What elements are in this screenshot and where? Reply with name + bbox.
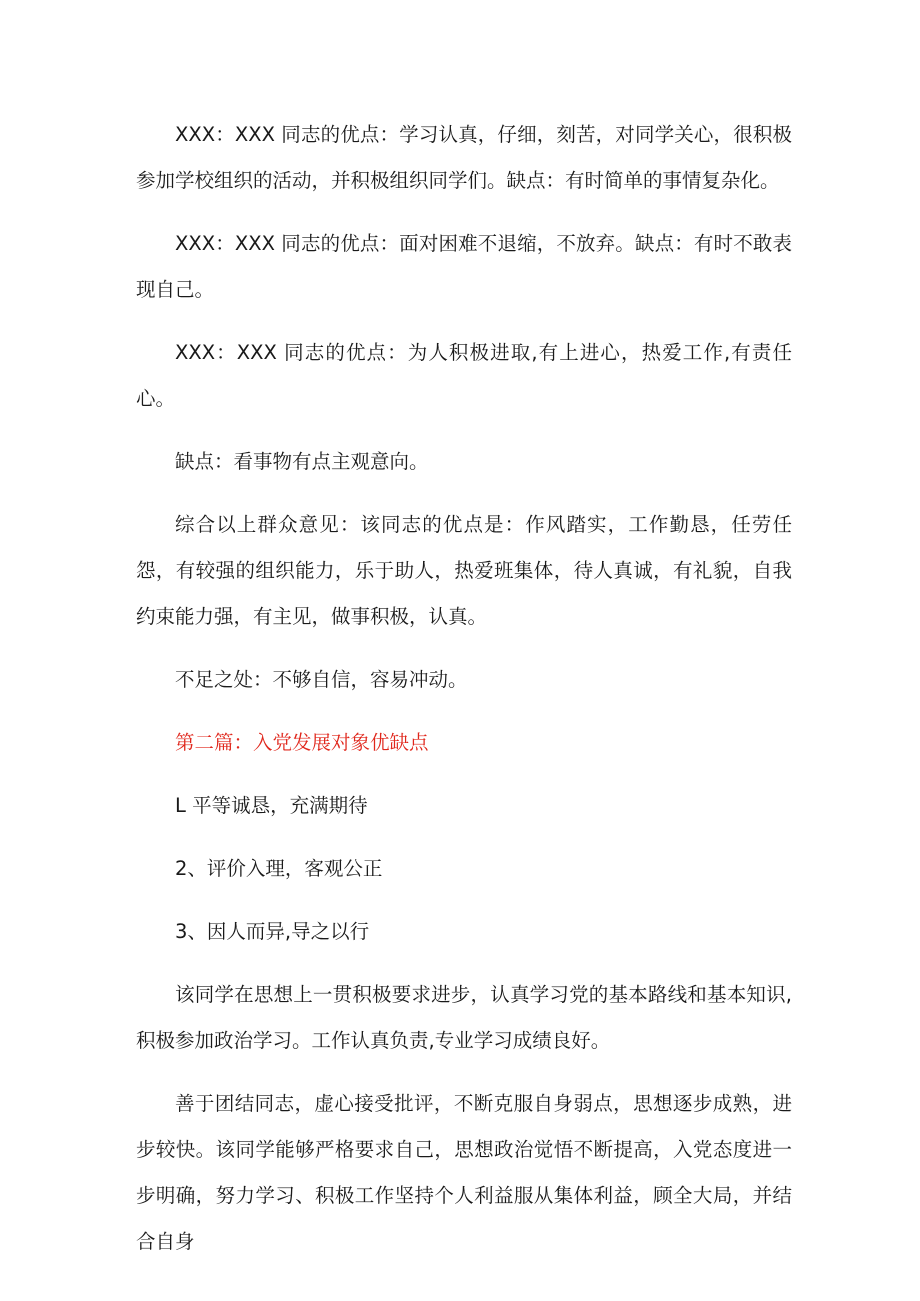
paragraph-comment-2: XXX：XXX 同志的优点：面对困难不退缩，不放弃。缺点：有时不敢表现自己。: [136, 232, 792, 301]
paragraph-evaluation-1: 该同学在思想上一贯积极要求进步，认真学习党的基本路线和基本知识,积极参加政治学习。工作认真负责,专业学习成绩良好。: [136, 983, 792, 1052]
paragraph-deficiency: 不足之处：不够自信，容易冲动。: [175, 668, 468, 691]
list-item-2: 2、评价入理，客观公正: [175, 857, 383, 880]
document-body: [136, 112, 792, 1282]
paragraph-shortcoming: 缺点：看事物有点主观意向。: [175, 450, 429, 473]
paragraph-comment-1: XXX：XXX 同志的优点：学习认真，仔细，刻苦，对同学关心，很积极参加学校组织的活动，并积极组织同学们。缺点：有时简单的事情复杂化。: [136, 123, 792, 192]
list-item-1: L 平等诚恳，充满期待: [175, 794, 368, 817]
paragraph-summary: 综合以上群众意见：该同志的优点是：作风踏实，工作勤恳，任劳任怨，有较强的组织能力，乐于助人，热爱班集体，待人真诚，有礼貌，自我约束能力强，有主见，做事积极，认真。: [136, 513, 792, 628]
paragraph-evaluation-2: 善于团结同志，虚心接受批评，不断克服自身弱点，思想逐步成熟，进步较快。该同学能够严格要求自己，思想政治觉悟不断提高，入党态度进一步明确，努力学习、积极工作坚持个人利益服从集体利益，顾全大局，并结合自身: [136, 1092, 792, 1253]
list-item-3: 3、因人而异,导之以行: [175, 920, 370, 943]
section-heading: 第二篇：入党发展对象优缺点: [175, 731, 429, 754]
paragraph-comment-3: XXX：XXX 同志的优点：为人积极进取,有上进心，热爱工作,有责任心。: [136, 341, 792, 410]
